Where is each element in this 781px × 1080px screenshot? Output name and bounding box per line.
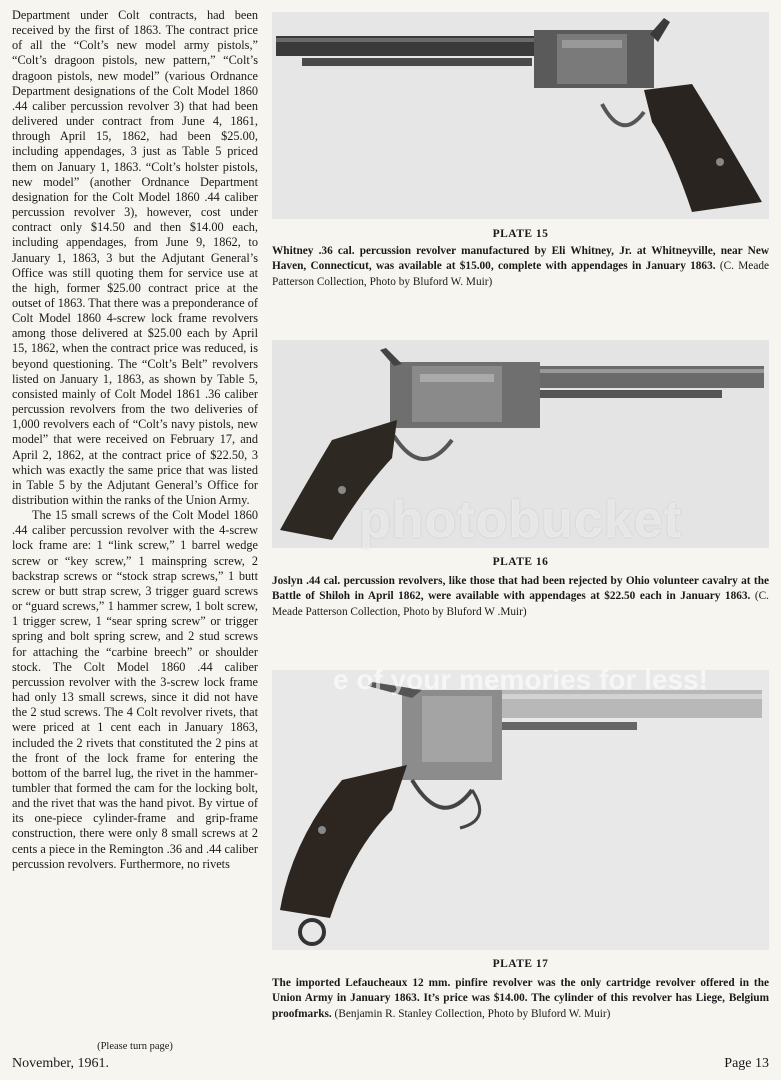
plate-16-caption [272, 574, 769, 620]
plate-17-photo [272, 670, 769, 950]
photobucket-watermark-tagline: e of your memories for less! [332, 664, 708, 695]
plate-16-caption-main: Joslyn .44 cal. percussion revolvers, like those that had been rejected by Ohio volunteer cavalry at the Battle of Shiloh in April 1862, were available with appendages at $22.50 each in January 1863. [272, 575, 769, 603]
plate-15-caption-credit: (C. Meade Patterson Collection, Photo by Bluford W. Muir) [272, 260, 770, 288]
issue-date: November, 1961. [12, 1056, 110, 1071]
joslyn-revolver-image [272, 340, 769, 548]
article-text-column [12, 8, 258, 872]
photobucket-watermark: photobucket [359, 491, 682, 549]
plate-16-photo [272, 340, 769, 548]
continuation-note: (Please turn page) [97, 1041, 173, 1052]
plate-15-caption [272, 244, 769, 290]
article-paragraph: Department under Colt contracts, had been received by the first of 1863. The contract price of all the “Colt’s new model army pistols,” “Colt’s dragoon pistols, new pattern,” “Colt’s dragoon pistols, new model” (various Ordnance Department designations of the Colt Model 1860 .44 caliber percussion revolver 3) that had been delivered under contract from June 4, 1861, through April 15, 1862, had been $25.00, including appendages, 3 just as Table 5 priced them on January 1, 1863. “Colt’s holster pistols, new model” (another Ordnance Department designation for the Colt Model 1860 .44 caliber percussion revolver 3), however, cost under contract only $14.50 and then $14.00 each, including appendages, from June 9, 1862, to January 1, 1863, 3 but the Adjutant General’s Office was still quoting them for service use at the high, former $25.00 contract price at the outset of 1863. That there was a preponderance of Colt Model 1860 4-screw lock frame revolvers among those delivered at $25.00 each by April 15, 1862, when the contract price was reduced, is beyond questioning. The “Colt’s Belt” revolvers listed on January 1, 1863, as shown by Table 5, consisted mainly of Colt Model 1861 .36 caliber percussion revolvers from the two deliveries of 1,000 revolvers each of “Colt’s navy pistols, new model” that were received on February 17, and April 2, 1862, at the contract price of $22.50, 3 which was exactly the same price that was listed in Table 5 by the Adjutant General’s Office for distribution within the ranks of the Union Army. [12, 8, 258, 507]
plate-15-photo [272, 12, 769, 219]
plate-17-label: PLATE 17 [492, 958, 549, 970]
lefaucheaux-revolver-image [272, 670, 769, 950]
plate-16-caption-credit: (C. Meade Patterson Collection, Photo by Bluford W .Muir) [272, 590, 769, 618]
plate-16-label: PLATE 16 [492, 556, 549, 568]
plate-17-caption-main: The imported Lefaucheaux 12 mm. pinfire revolver was the only cartridge revolver offered in the Union Army in January 1863. It’s price was $14.00. The cylinder of this revolver has Liege, Belgium proofmarks. [272, 977, 769, 1020]
page-number: Page 13 [724, 1056, 769, 1071]
plate-17-caption-credit: (Benjamin R. Stanley Collection, Photo by Bluford W. Muir) [331, 1007, 611, 1020]
plate-17-caption [272, 976, 769, 1022]
plate-15-label: PLATE 15 [492, 228, 549, 240]
plate-15-caption-main: Whitney .36 cal. percussion revolver manufactured by Eli Whitney, Jr. at Whitneyville, near New Haven, Connecticut, was available at $15.00, complete with appendages in January 1863. [272, 245, 769, 273]
whitney-revolver-image [272, 12, 769, 219]
article-paragraph: The 15 small screws of the Colt Model 1860 .44 caliber percussion revolver with the 4-screw lock frame are: 1 “link screw,” 1 barrel wedge screw or “key screw,” 1 mainspring screw, 2 backstrap screws or “stock strap screws,” 1 butt screw or butt strap screw, 3 trigger guard screws or “guard screws,” 1 hammer screw, 1 bolt screw, 1 trigger screw, 1 “sear spring screw” or trigger spring and bolt spring screw, and 2 stud screws for attaching the “carbine breech” or shoulder stock. The Colt Model 1860 .44 caliber percussion revolver with the 3-screw lock frame had only 13 small screws, since it did not have the 2 stud screws. The 4 Colt revolver rivets, that were priced at 1 cent each in January 1863, included the 2 rivets that constituted the 2 pins at the front of the lock frame for entering the bottom of the barrel lug, the rivet in the hammer-tumbler that formed the cam for the locking bolt, and the rivet that was the hand pivot. By virtue of its one-piece cylinder-frame and grip-frame construction, there were only 8 small screws at 2 cents a piece in the Remington .36 and .44 caliber percussion revolvers. Furthermore, no rivets [12, 508, 258, 871]
